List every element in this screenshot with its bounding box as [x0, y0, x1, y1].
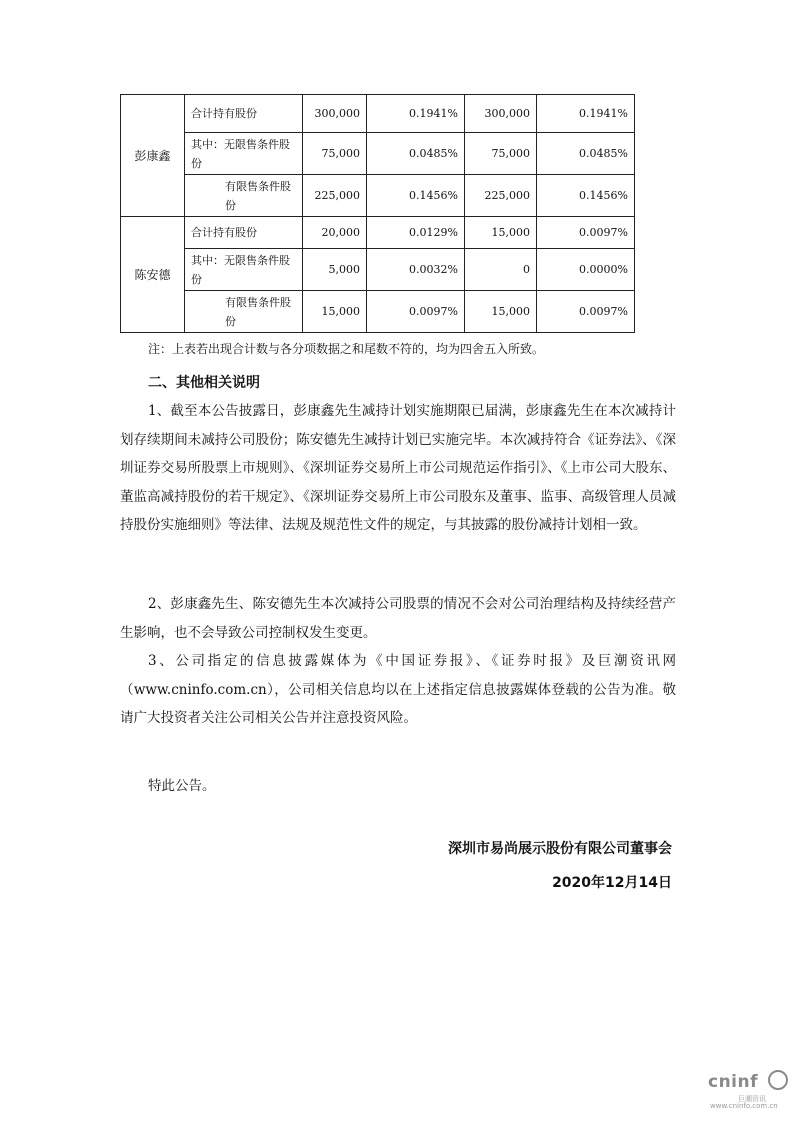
watermark-sub: 巨潮资讯: [738, 1095, 766, 1103]
after-pct: 0.0485%: [537, 133, 635, 175]
after-pct: 0.0000%: [537, 249, 635, 291]
table-row: [121, 217, 635, 249]
cninfo-watermark: [708, 1068, 788, 1112]
before-shares: 225,000: [303, 175, 367, 217]
watermark-brand: cninf: [708, 1072, 759, 1092]
after-shares: 75,000: [465, 133, 537, 175]
share-type: 其中：无限售条件股份: [185, 133, 303, 175]
shareholder-name: 彭康鑫: [121, 95, 185, 217]
table-row: [121, 175, 635, 217]
after-shares: 15,000: [465, 217, 537, 249]
before-pct: 0.1456%: [367, 175, 465, 217]
table-row: [121, 133, 635, 175]
before-shares: 75,000: [303, 133, 367, 175]
table-row: [121, 95, 635, 133]
after-shares: 0: [465, 249, 537, 291]
table-row: [121, 291, 635, 333]
before-shares: 5,000: [303, 249, 367, 291]
after-pct: 0.0097%: [537, 291, 635, 333]
after-shares: 300,000: [465, 95, 537, 133]
share-type: 有限售条件股份: [185, 291, 303, 333]
section-heading: 二、其他相关说明: [148, 375, 260, 391]
after-pct: 0.1941%: [537, 95, 635, 133]
before-pct: 0.0485%: [367, 133, 465, 175]
after-shares: 225,000: [465, 175, 537, 217]
before-shares: 20,000: [303, 217, 367, 249]
paragraph-3: 3、公司指定的信息披露媒体为《中国证券报》、《证券时报》及巨潮资讯网（www.cninfo.com.cn），公司相关信息均以在上述指定信息披露媒体登载的公告为准。敬请广大投资者关注公司相关公告并注意投资风险。: [120, 653, 676, 726]
before-pct: 0.0129%: [367, 217, 465, 249]
share-type: 有限售条件股份: [185, 175, 303, 217]
after-pct: 0.1456%: [537, 175, 635, 217]
before-shares: 300,000: [303, 95, 367, 133]
shareholder-name: 陈安德: [121, 217, 185, 333]
share-type: 其中：无限售条件股份: [185, 249, 303, 291]
closing-text: 特此公告。: [148, 778, 216, 794]
shareholding-table: [120, 94, 635, 333]
share-type: 合计持有股份: [185, 217, 303, 249]
table-note: 注：上表若出现合计数与各分项数据之和尾数不符的，均为四舍五入所致。: [148, 342, 545, 356]
before-pct: 0.0097%: [367, 291, 465, 333]
before-pct: 0.1941%: [367, 95, 465, 133]
table-row: [121, 249, 635, 291]
watermark-url: www.cninfo.com.cn: [710, 1102, 778, 1110]
signature-company: 深圳市易尚展示股份有限公司董事会: [448, 841, 672, 857]
cninfo-logo-icon: [768, 1070, 788, 1090]
share-type: 合计持有股份: [185, 95, 303, 133]
after-pct: 0.0097%: [537, 217, 635, 249]
paragraph-1: 1、截至本公告披露日，彭康鑫先生减持计划实施期限已届满，彭康鑫先生在本次减持计划存续期间未减持公司股份；陈安德先生减持计划已实施完毕。本次减持符合《证券法》、《深圳证券交易所股票上市规则》、《深圳证券交易所上市公司规范运作指引》、《上市公司大股东、董监高减持股份的若干规定》、《深圳证券交易所上市公司股东及董事、监事、高级管理人员减持股份实施细则》等法律、法规及规范性文件的规定，与其披露的股份减持计划相一致。: [120, 403, 676, 533]
signature-date: 2020年12月14日: [552, 875, 672, 891]
after-shares: 15,000: [465, 291, 537, 333]
before-shares: 15,000: [303, 291, 367, 333]
paragraph-2: 2、彭康鑫先生、陈安德先生本次减持公司股票的情况不会对公司治理结构及持续经营产生影响，也不会导致公司控制权发生变更。: [120, 596, 676, 641]
before-pct: 0.0032%: [367, 249, 465, 291]
